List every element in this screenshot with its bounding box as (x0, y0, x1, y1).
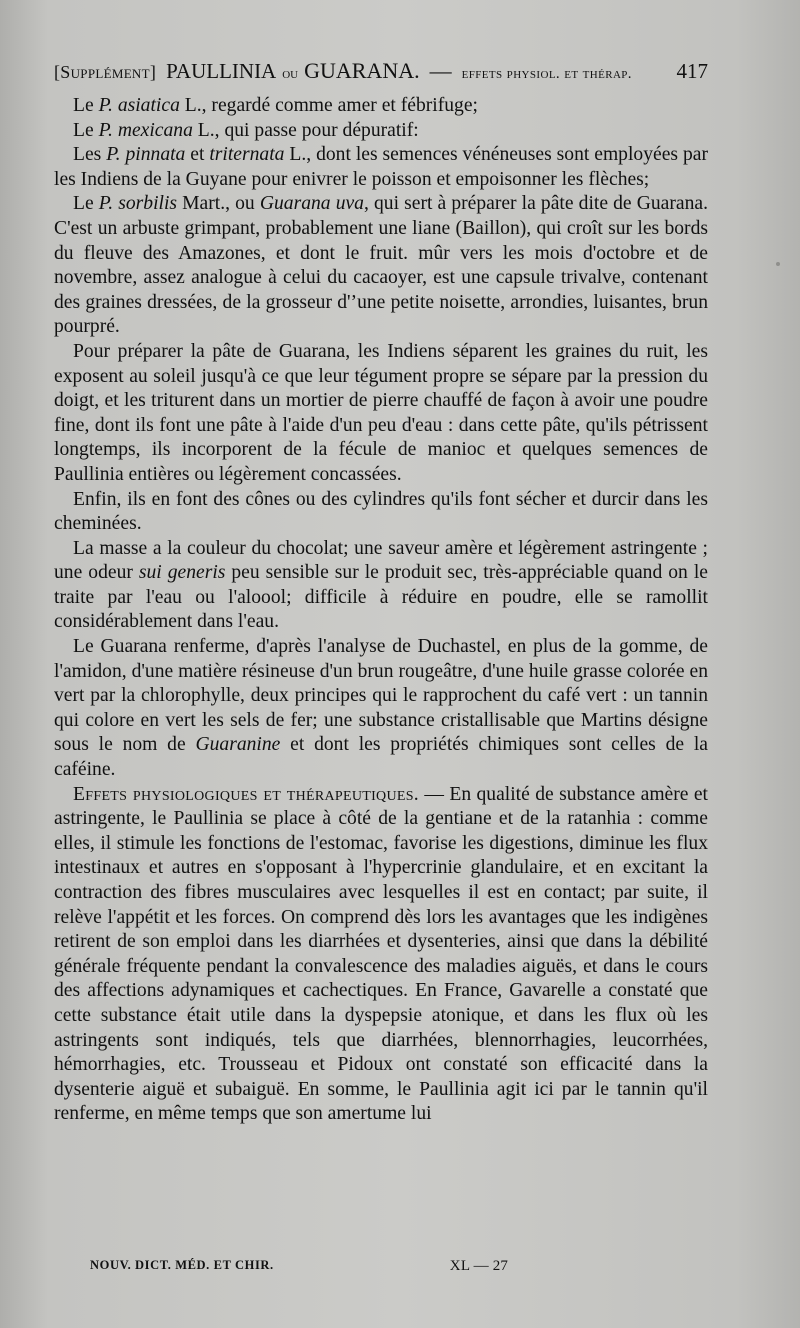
header-section: effets physiol. et thérap. (461, 66, 632, 82)
text: peu sensible sur le produit sec, très-appréciable quand on le traite par l'eau ou l'aloool; difficile à réduire en poudre, elle se ramollit considérablement dans l'eau. (54, 562, 708, 633)
latin-term: sui generis (138, 562, 226, 584)
text: Le (73, 95, 99, 116)
species-name: P. sorbilis (98, 193, 178, 215)
footer-publication: NOUV. DICT. MÉD. ET CHIR. (90, 1258, 274, 1272)
compound-name: Guaranine (195, 734, 281, 756)
section-heading: Effets physiologiques et thérapeutiques. (73, 783, 420, 805)
running-header (54, 58, 708, 94)
signature-mark: XL — 27 (449, 1258, 509, 1274)
page-speck (776, 262, 780, 266)
species-name: P. pinnata (106, 144, 186, 166)
text: et (185, 144, 210, 166)
text: La masse a la couleur du chocolat; une saveur amère et légèrement astringente ; une odeur (54, 537, 708, 584)
body-text (54, 94, 708, 1127)
species-name: triternata (209, 144, 285, 166)
paragraph-pinnata (54, 143, 708, 192)
species-name: P. asiatica (98, 95, 180, 116)
paragraph-mexicana (54, 119, 708, 144)
text: Les (73, 144, 107, 166)
text: L., qui passe pour dépuratif: (192, 119, 419, 141)
paragraph-sorbilis (54, 192, 708, 340)
text: Pour préparer la pâte de Guarana, les Indiens séparent les graines du ruit, les exposent au soleil jusqu'à ce que leur tégument propre se sépare par la pression du doigt, et les triturent dans un mortier de pierre chauffé de façon à avoir une poudre fine, dont ils font une pâte à l'aide d'un peu d'eau : dans cette pâte, qu'ils pétrissent longtemps, ils incorporent de la fécule de manioc et quelques semences de Paullinia entières ou légèrement concassées. (54, 340, 708, 485)
header-dash: — (429, 58, 452, 83)
paragraph-cones (54, 488, 708, 537)
text: Enfin, ils en font des cônes ou des cylindres qu'ils font sécher et durcir dans les cheminées. (54, 488, 708, 535)
species-name: Guarana uva (259, 193, 364, 215)
text: Mart., ou (177, 193, 260, 215)
text: L., regardé comme amer et fébrifuge; (179, 95, 478, 116)
species-name: P. mexicana (98, 119, 193, 141)
text: — En qualité de substance amère et astringente, le Paullinia se place à côté de la gentiane et de la ratanhia : comme elles, il stimule les fonctions de l'estomac, favorise les digestions, diminue les flux intestinaux et autres en s'opposant à l'hypercrinie glandulaire, et en excitant la contraction des fibres musculaires avec lesquelles il est en contact; par suite, il relève l'appétit et les forces. On comprend dès lors les avantages que les indigènes retirent de son emploi dans les diarrhées et dysenteries, ainsi que dans la débilité générale fréquente pendant la convalescence des maladies aiguës, et dans le cours des affections adynamiques et cachectiques. En France, Gavarelle a constaté que cette substance était utile dans la dyspepsie atonique, et dans les flux où les astringents sont indiqués, tels que diarrhées, blennorrhagies, leucorrhées, hémorrhagies, etc. Trousseau et Pidoux ont constaté son efficacité dans la dysenterie aiguë et subaiguë. En somme, le Paullinia agit ici par le tannin qu'il renferme, en même temps que son amertume lui (54, 783, 708, 1125)
paragraph-preparation (54, 340, 708, 488)
header-title-main: PAULLINIA (166, 59, 277, 83)
header-title-alt: GUARANA. (304, 58, 420, 83)
text: Le (73, 119, 99, 141)
text: L., dont les semences vénéneuses sont employées par les Indiens de la Guyane pour enivrer le poisson et empoisonner les flèches; (54, 144, 708, 190)
text: et dont les propriétés chimiques sont celles de la caféine. (54, 734, 708, 781)
page-footer (90, 1258, 708, 1275)
header-title-ou: ou (282, 65, 299, 82)
paragraph-effets (54, 783, 708, 1127)
text: Le (73, 193, 99, 215)
text: , qui sert à préparer la pâte dite de Guarana. C'est un arbuste grimpant, probablement une liane (Baillon), qui croît sur les bords du fleuve des Amazones, et dont le fruit. mûr vers les mois d'octobre et de novembre, assez analogue à celui du cacaoyer, est une capsule trivalve, contenant des graines dressées, de la grosseur d'’une petite noisette, arrondies, luisantes, brun pourpré. (54, 193, 708, 338)
paragraph-masse (54, 537, 708, 635)
page-number: 417 (676, 59, 708, 83)
header-supplement: [Supplément] (54, 62, 157, 82)
text: Le Guarana renferme, d'après l'analyse de Duchastel, en plus de la gomme, de l'amidon, d'une matière résineuse d'un brun rougeâtre, d'une huile grasse colorée en vert par la chlorophylle, deux principes qui le rapprochent du café vert : un tannin qui colore en vert les sels de fer; une substance cristallisable que Martins désigne sous le nom de (54, 636, 708, 756)
paragraph-asiatica (54, 94, 708, 119)
paragraph-composition (54, 635, 708, 783)
